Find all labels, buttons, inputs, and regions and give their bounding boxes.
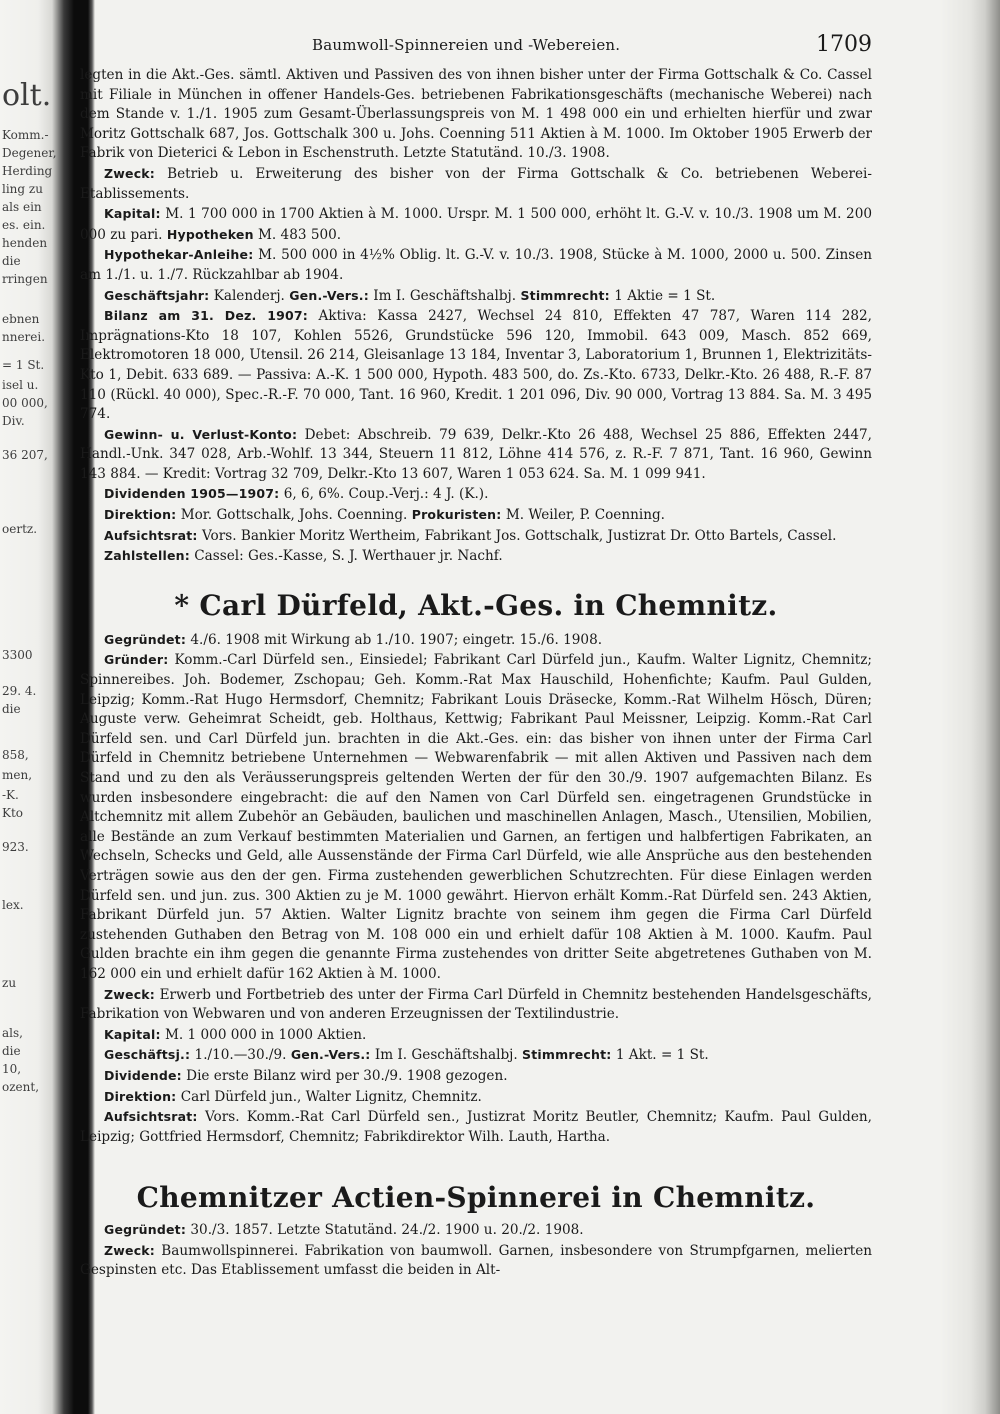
kapital-label: Kapital: — [104, 1026, 161, 1042]
left-fragment: 858, — [2, 748, 29, 762]
entry-paragraph — [80, 1087, 872, 1108]
kapital-text: M. 1 700 000 in 1700 Aktien à M. 1000. Urspr. M. 1 500 000, erhöht lt. G.-V. v. 10./3. 1908 um M. 200 000 zu pari. — [80, 206, 872, 243]
left-fragment: 3300 — [2, 648, 33, 662]
entry-paragraph — [80, 1025, 872, 1046]
hypotheken-label: Hypotheken — [166, 226, 254, 242]
gegruendet-label: Gegründet: — [104, 631, 187, 647]
left-fragment: rringen — [2, 272, 48, 286]
gen-vers-label: Gen.-Vers.: — [290, 1047, 371, 1063]
left-fragment: ozent, — [2, 1080, 40, 1094]
geschaeftsjahr-text: Kalenderj. — [213, 287, 285, 304]
gruender-label: Gründer: — [104, 652, 169, 668]
section-title-duerfeld: * Carl Dürfeld, Akt.-Ges. in Chemnitz. — [174, 588, 778, 622]
left-fragment: die — [2, 254, 21, 268]
left-fragment: = 1 St. — [2, 358, 45, 372]
entry-paragraph — [80, 1045, 872, 1066]
zweck-label: Zweck: — [104, 165, 156, 181]
entry-paragraph — [80, 546, 872, 567]
intro-text: legten in die Akt.-Ges. sämtl. Aktiven und Passiven des von ihnen bisher unter der Firma Gottschalk & Co. Cassel mit Filiale in München in offener Handels-Ges. betriebenen Fabrikationsgeschäfts (mechanische Weberei) nach dem Stande v. 1./1. 1905 zum Gesamt-Überlassungspreis von M. 1 498 000 ein und erhielten hierfür und zwar Moritz Gottschalk 687, Jos. Gottschalk 300 u. Johs. Coenning 511 Aktien à M. 1000. Im Oktober 1905 Erwerb der Fabrik von Dieterici & Lebon in Eschenstruth. Letzte Statutänd. 10./3. 1908. — [80, 67, 872, 162]
kapital-label: Kapital: — [104, 206, 161, 222]
gruender-text: Komm.-Carl Dürfeld sen., Einsiedel; Fabrikant Carl Dürfeld jun., Kaufm. Walter Lignitz, Chemnitz; Spinnereibes. Joh. Bodemer, Zschopau; Geh. Komm.-Rat Max Hauschild, Hohenfichte; Kaufm. Paul Gulden, Leipzig; Komm.-Rat Hugo Hermsdorf, Chemnitz; Fabrikant Louis Dräsecke, Komm.-Rat Wilhelm Hösch, Düren; Auguste verw. Geheimrat Scheidt, geb. Holthaus, Kettwig; Fabrikant Paul Meissner, Leipzig. Komm.-Rat Carl Dürfeld sen. und Carl Dürfeld jun. brachten in die Akt.-Ges. ein: das bisher von ihnen unter der Firma Carl Dürfeld in Chemnitz betriebene Unternehmen — Webwarenfabrik — mit allen Aktiven und Passiven nach dem Stand und zu den als Veräusserungspreis geltenden Werten der für den 30./9. 1907 aufgemachten Bilanz. Es wurden insbesondere eingebracht: die auf den Namen von Carl Dürfeld sen. eingetragenen Grundstücke in Altchemnitz mit allem Zubehör an Gebäuden, baulichen und maschinellen Anlagen, Masch., Utensilien, Mobilien, alle Bestände an zum Verkauf bestimmten Materialien und Garnen, an fertigen und halbfertigen Fabrikaten, an Wechseln, Schecks und Geld, alle Aussenstände der Firma Carl Dürfeld, wie alle Ansprüche aus den bestehenden Verträgen sowie aus den der gen. Firma zustehenden gewerblichen Schutzrechten. Für diese Einlagen werden Dürfeld sen. und jun. zus. 300 Aktien zu je M. 1000 gewährt. Hiervon erhält Komm.-Rat Dürfeld sen. 243 Aktien, Fabrikant Dürfeld jun. 57 Aktien. Walter Lignitz brachte von seinem ihm gegen die Firma Carl Dürfeld zustehenden Guthaben den Betrag von M. 108 000 ein und erhielt dafür 108 Aktien à M. 1000. Kaufm. Paul Gulden brachte ein ihm gegen die genannte Firma zustehendes von dritter Seite abgetretenes Guthaben von M. 162 000 ein und erhielt dafür 162 Aktien à M. 1000. — [80, 652, 872, 982]
left-fragment: es. ein. — [2, 218, 46, 232]
stimmrecht-label: Stimmrecht: — [520, 287, 610, 303]
entry-paragraph — [80, 306, 872, 425]
left-fragment: zu — [2, 976, 17, 990]
geschaeftsjahr-label: Geschäftsjahr: — [104, 287, 210, 303]
hypothekar-text: M. 500 000 in 4½% Oblig. lt. G.-V. v. 10./3. 1908, Stücke à M. 1000, 2000 u. 500. Zinsen am 1./1. u. 1./7. Rückzahlbar ab 1904. — [80, 247, 872, 283]
direktion-text: Carl Dürfeld jun., Walter Lignitz, Chemnitz. — [180, 1088, 482, 1105]
page-number: 1709 — [816, 32, 872, 57]
left-fragment: Degener, — [2, 146, 57, 160]
entry-paragraph — [80, 505, 872, 526]
left-fragment: ling zu — [2, 182, 43, 196]
left-fragment: -K. — [2, 788, 19, 802]
left-fragment: lex. — [2, 898, 24, 912]
gen-vers-text: Im I. Geschäftshalbj. — [374, 1047, 518, 1064]
aufsichtsrat-text: Vors. Komm.-Rat Carl Dürfeld sen., Justizrat Moritz Beutler, Chemnitz; Kaufm. Paul Gulden, Leipzig; Gottfried Hermsdorf, Chemnitz; Fabrikdirektor Wilh. Lauth, Hartha. — [80, 1109, 872, 1145]
bilanz-text: Aktiva: Kassa 2427, Wechsel 24 810, Effekten 47 787, Waren 114 282, Imprägnations-Kto 18 107, Kohlen 5526, Grundstücke 596 120, Immobil. 643 009, Masch. 852 669, Elektromotoren 18 000, Utensil. 26 214, Gleisanlage 13 184, Inventar 3, Laboratorium 1, Brunnen 1, Elektrizitäts-Kto 1, Debit. 633 689. — Passiva: A.-K. 1 500 000, Hypoth. 483 500, do. Zs.-Kto. 6733, Delkr.-Kto. 26 488, R.-F. 87 110 (Rückl. 40 000), Spec.-R.-F. 70 000, Tant. 16 960, Kredit. 1 201 096, Div. 90 000, Vortrag 13 884. Sa. M. 3 495 774. — [80, 308, 872, 423]
stimmrecht-label: Stimmrecht: — [522, 1047, 612, 1063]
left-fragment: die — [2, 702, 21, 716]
geschaeftsjahr-text: 1./10.—30./9. — [194, 1047, 287, 1064]
entry-gottschalk — [80, 66, 872, 567]
left-fragment: isel u. — [2, 378, 39, 392]
entry-paragraph — [80, 66, 872, 164]
zweck-text: Betrieb u. Erweiterung des bisher von der Firma Gottschalk & Co. betriebenen Weberei-Etablissements. — [80, 165, 872, 202]
geschaeftsjahr-label: Geschäftsj.: — [104, 1047, 191, 1063]
zahlstellen-text: Cassel: Ges.-Kasse, S. J. Werthauer jr. Nachf. — [194, 548, 503, 565]
gegruendet-text: 4./6. 1908 mit Wirkung ab 1./10. 1907; eingetr. 15./6. 1908. — [190, 631, 603, 648]
left-fragment: men, — [2, 768, 33, 782]
left-fragment: 36 207, — [2, 448, 48, 462]
zweck-text: Baumwollspinnerei. Fabrikation von baumwoll. Garnen, insbesondere von Strumpfgarnen, melierten Gespinsten etc. Das Etablissement umfasst die beiden in Alt- — [80, 1242, 872, 1279]
entry-paragraph — [80, 286, 872, 307]
left-fragment: 29. 4. — [2, 684, 37, 698]
entry-paragraph — [80, 425, 872, 485]
entry-paragraph — [80, 1107, 872, 1147]
entry-paragraph — [80, 985, 872, 1025]
direktion-label: Direktion: — [104, 507, 177, 523]
left-fragment: Div. — [2, 414, 25, 428]
dividende-label: Dividende: — [104, 1067, 182, 1083]
hypothekar-label: Hypothekar-Anleihe: — [104, 247, 254, 263]
dividenden-text: 6, 6, 6%. Coup.-Verj.: 4 J. (K.). — [283, 486, 489, 503]
aufsichtsrat-label: Aufsichtsrat: — [104, 527, 198, 543]
gen-vers-text: Im I. Geschäftshalbj. — [373, 287, 517, 304]
entry-chemnitzer-actien-spinnerei — [80, 1220, 872, 1281]
entry-paragraph — [80, 1066, 872, 1087]
left-fragment: Herding — [2, 164, 53, 178]
left-fragment: 923. — [2, 840, 29, 854]
page-column — [80, 32, 873, 1281]
entry-paragraph — [80, 204, 872, 245]
left-fragment: oertz. — [2, 522, 38, 536]
entry-paragraph — [80, 630, 872, 651]
dividenden-label: Dividenden 1905—1907: — [104, 486, 280, 502]
zweck-label: Zweck: — [104, 986, 156, 1002]
entry-paragraph — [80, 484, 872, 505]
left-fragment: die — [2, 1044, 21, 1058]
entry-paragraph — [80, 1220, 872, 1241]
entry-paragraph — [80, 164, 872, 204]
left-fragment: nnerei. — [2, 330, 46, 344]
gen-vers-label: Gen.-Vers.: — [289, 287, 369, 303]
prokuristen-label: Prokuristen: — [411, 507, 502, 523]
left-fragment: Kto — [2, 806, 24, 820]
zweck-text: Erwerb und Fortbetrieb des unter der Firma Carl Dürfeld in Chemnitz bestehenden Handelsgeschäfts, Fabrikation von Webwaren und von anderen Erzeugnissen der Textilindustrie. — [80, 986, 872, 1023]
entry-paragraph — [80, 1241, 872, 1281]
page-header — [80, 32, 872, 66]
entry-paragraph — [80, 245, 872, 285]
left-fragment: 00 000, — [2, 396, 48, 410]
direktion-label: Direktion: — [104, 1088, 177, 1104]
bilanz-label: Bilanz am 31. Dez. 1907: — [104, 308, 308, 324]
stimmrecht-text: 1 Aktie = 1 St. — [614, 287, 716, 304]
entry-paragraph — [80, 526, 872, 547]
left-fragment: ebnen — [2, 312, 40, 326]
aufsichtsrat-label: Aufsichtsrat: — [104, 1109, 198, 1125]
stimmrecht-text: 1 Akt. = 1 St. — [615, 1047, 709, 1064]
left-fragment: Komm.- — [2, 128, 49, 142]
left-fragment: als, — [2, 1026, 23, 1040]
entry-duerfeld — [80, 630, 872, 1147]
running-head: Baumwoll-Spinnereien und -Webereien. — [312, 36, 621, 54]
left-fragment: henden — [2, 236, 48, 250]
left-fragment: olt. — [2, 78, 52, 113]
zweck-label: Zweck: — [104, 1242, 156, 1258]
hypotheken-text: M. 483 500. — [258, 226, 342, 243]
zahlstellen-label: Zahlstellen: — [104, 548, 190, 564]
section-title-chemnitzer-actien-spinnerei: Chemnitzer Actien-Spinnerei in Chemnitz. — [136, 1181, 816, 1215]
aufsichtsrat-text: Vors. Bankier Moritz Wertheim, Fabrikant Jos. Gottschalk, Justizrat Dr. Otto Bartels, Cassel. — [201, 527, 837, 544]
entry-paragraph — [80, 650, 872, 984]
gegruendet-label: Gegründet: — [104, 1222, 187, 1238]
left-fragment: als ein — [2, 200, 42, 214]
direktion-text: Mor. Gottschalk, Johs. Coenning. — [180, 507, 408, 524]
left-fragment: 10, — [2, 1062, 22, 1076]
kapital-text: M. 1 000 000 in 1000 Aktien. — [164, 1026, 367, 1043]
prokuristen-text: M. Weiler, P. Coenning. — [505, 507, 665, 524]
gegruendet-text: 30./3. 1857. Letzte Statutänd. 24./2. 1900 u. 20./2. 1908. — [190, 1222, 584, 1239]
dividende-text: Die erste Bilanz wird per 30./9. 1908 gezogen. — [186, 1067, 508, 1084]
scan-right-edge — [940, 0, 1000, 1414]
guv-text: Debet: Abschreib. 79 639, Delkr.-Kto 26 488, Wechsel 25 886, Effekten 2447, Handl.-Unk. 347 028, Arb.-Wohlf. 13 344, Steuern 11 812, Löhne 414 576, z. R.-F. 7 871, Tant. 16 960, Gewinn 143 884. — Kredit: Vortrag 32 709, Delkr.-Kto 13 607, Waren 1 053 624. Sa. M. 1 099 941. — [80, 426, 873, 482]
guv-label: Gewinn- u. Verlust-Konto: — [104, 426, 298, 442]
